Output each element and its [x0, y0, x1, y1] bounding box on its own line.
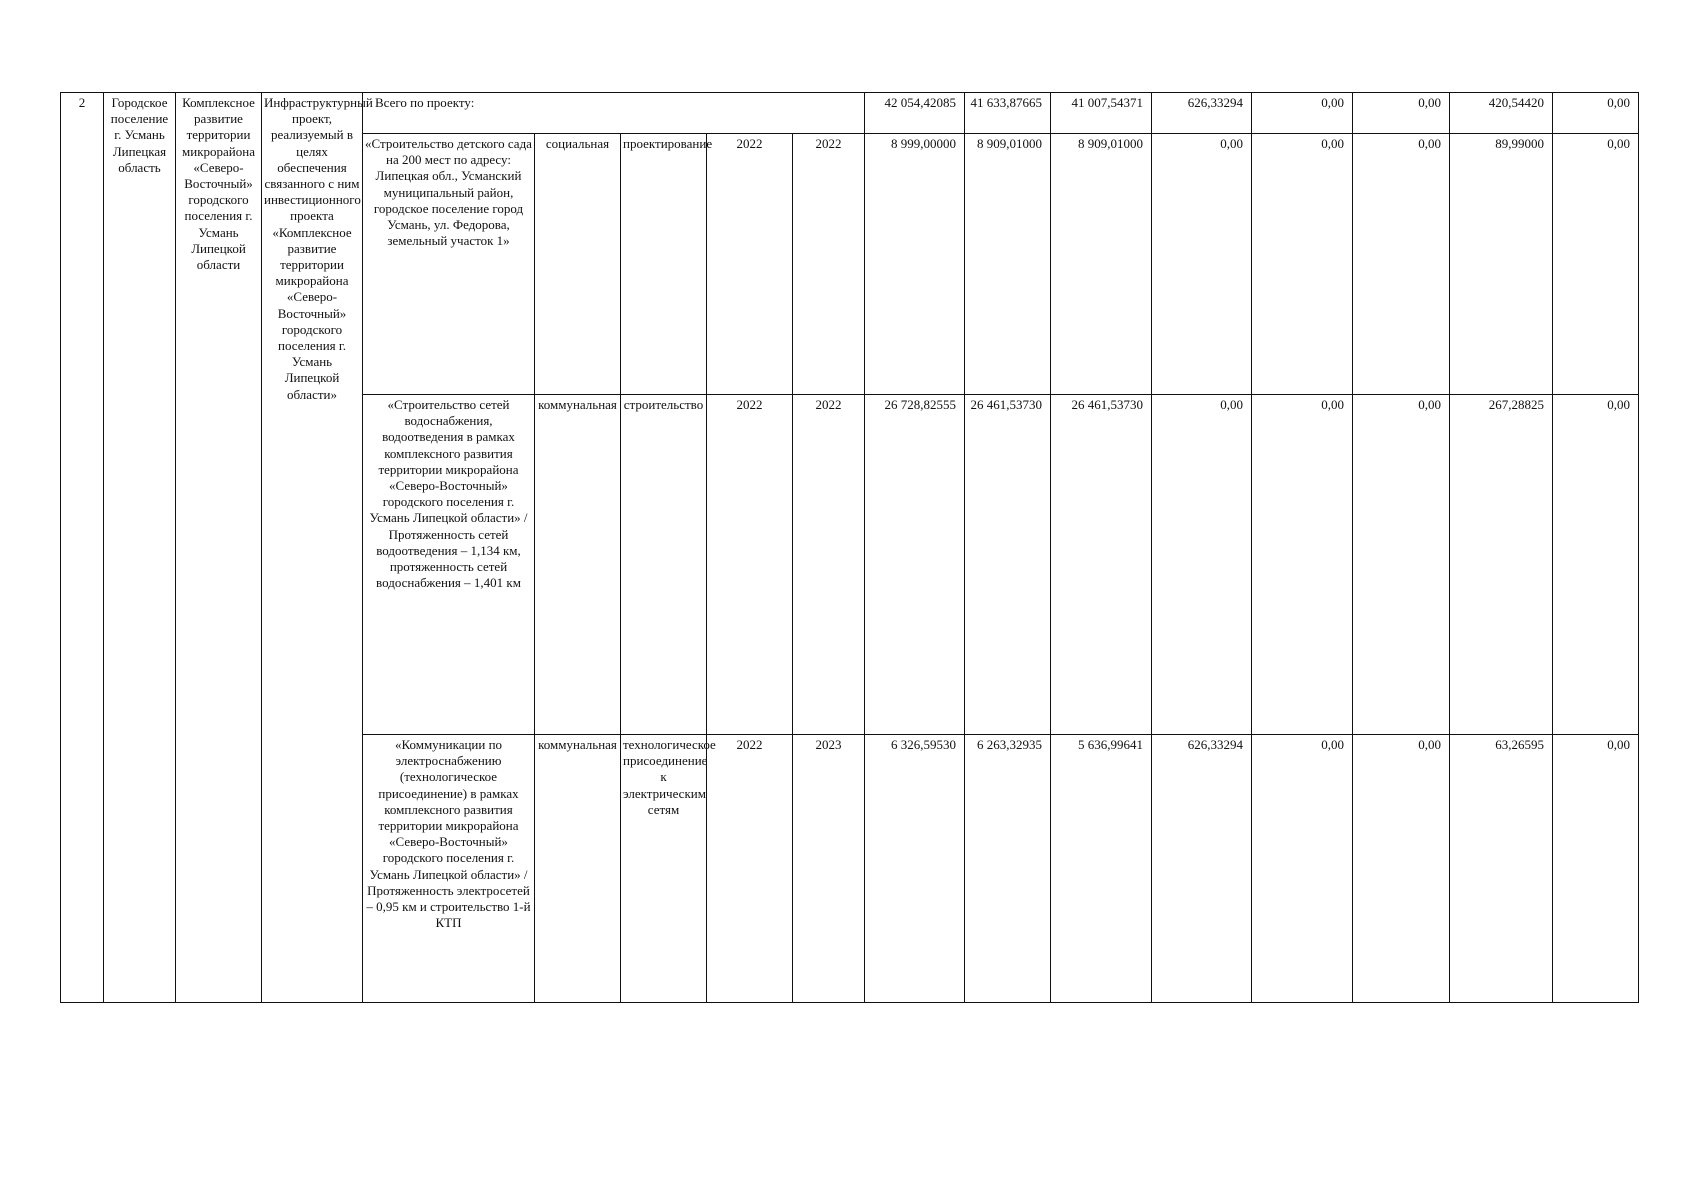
- amount-cell: 0,00: [1353, 134, 1450, 395]
- amount-cell: 0,00: [1553, 395, 1639, 735]
- total-value: 41 007,54371: [1051, 93, 1152, 134]
- subproject-stage: проектирование: [621, 134, 707, 395]
- subproject-type: коммунальная: [535, 735, 621, 1003]
- total-label: Всего по проекту:: [363, 93, 865, 134]
- amount-cell: 26 728,82555: [865, 395, 965, 735]
- amount-cell: 0,00: [1553, 735, 1639, 1003]
- amount-cell: 6 326,59530: [865, 735, 965, 1003]
- amount-cell: 89,99000: [1450, 134, 1553, 395]
- end-year: 2022: [793, 395, 865, 735]
- amount-cell: 6 263,32935: [965, 735, 1051, 1003]
- subproject-name: «Строительство сетей водоснабжения, водоотведения в рамках комплексного развития территории микрорайона «Северо-Восточный» городского поселения г. Усмань Липецкой области» / Протяженность сетей водоотведения – 1,134 км, протяженность сетей водоснабжения – 1,401 км: [363, 395, 535, 735]
- amount-cell: 267,28825: [1450, 395, 1553, 735]
- start-year: 2022: [707, 735, 793, 1003]
- amount-cell: 0,00: [1252, 395, 1353, 735]
- end-year: 2022: [793, 134, 865, 395]
- row-number: 2: [61, 93, 104, 1003]
- total-value: 0,00: [1252, 93, 1353, 134]
- amount-cell: 8 909,01000: [965, 134, 1051, 395]
- subproject-name: «Строительство детского сада на 200 мест по адресу: Липецкая обл., Усманский муниципальный район, городское поселение город Усмань, ул. Федорова, земельный участок 1»: [363, 134, 535, 395]
- amount-cell: 626,33294: [1152, 735, 1252, 1003]
- start-year: 2022: [707, 395, 793, 735]
- municipality-cell: Городское поселение г. Усмань Липецкая область: [104, 93, 176, 1003]
- subproject-stage: строительство: [621, 395, 707, 735]
- amount-cell: 0,00: [1353, 395, 1450, 735]
- amount-cell: 63,26595: [1450, 735, 1553, 1003]
- amount-cell: 0,00: [1152, 134, 1252, 395]
- subproject-stage: технологическое присоединение к электрическим сетям: [621, 735, 707, 1003]
- subproject-type: коммунальная: [535, 395, 621, 735]
- amount-cell: 5 636,99641: [1051, 735, 1152, 1003]
- amount-cell: 0,00: [1553, 134, 1639, 395]
- amount-cell: 0,00: [1152, 395, 1252, 735]
- program-cell: Комплексное развитие территории микрорайона «Северо-Восточный» городского поселения г. Усмань Липецкой области: [176, 93, 262, 1003]
- amount-cell: 26 461,53730: [965, 395, 1051, 735]
- amount-cell: 8 909,01000: [1051, 134, 1152, 395]
- start-year: 2022: [707, 134, 793, 395]
- amount-cell: 0,00: [1353, 735, 1450, 1003]
- amount-cell: 0,00: [1252, 735, 1353, 1003]
- total-value: 41 633,87665: [965, 93, 1051, 134]
- total-value: 0,00: [1353, 93, 1450, 134]
- end-year: 2023: [793, 735, 865, 1003]
- total-value: 42 054,42085: [865, 93, 965, 134]
- project-table: [60, 92, 1639, 1003]
- total-value: 420,54420: [1450, 93, 1553, 134]
- amount-cell: 8 999,00000: [865, 134, 965, 395]
- subproject-type: социальная: [535, 134, 621, 395]
- amount-cell: 0,00: [1252, 134, 1353, 395]
- total-row: [61, 93, 1639, 134]
- project-description-cell: Инфраструктурный проект, реализуемый в целях обеспечения связанного с ним инвестиционного проекта «Комплексное развитие территории микрорайона «Северо-Восточный» городского поселения г. Усмань Липецкой области»: [262, 93, 363, 1003]
- total-value: 626,33294: [1152, 93, 1252, 134]
- amount-cell: 26 461,53730: [1051, 395, 1152, 735]
- subproject-name: «Коммуникации по электроснабжению (технологическое присоединение) в рамках комплексного развития территории микрорайона «Северо-Восточный» городского поселения г. Усмань Липецкой области» / Протяженность электросетей – 0,95 км и строительство 1-й КТП: [363, 735, 535, 1003]
- total-value: 0,00: [1553, 93, 1639, 134]
